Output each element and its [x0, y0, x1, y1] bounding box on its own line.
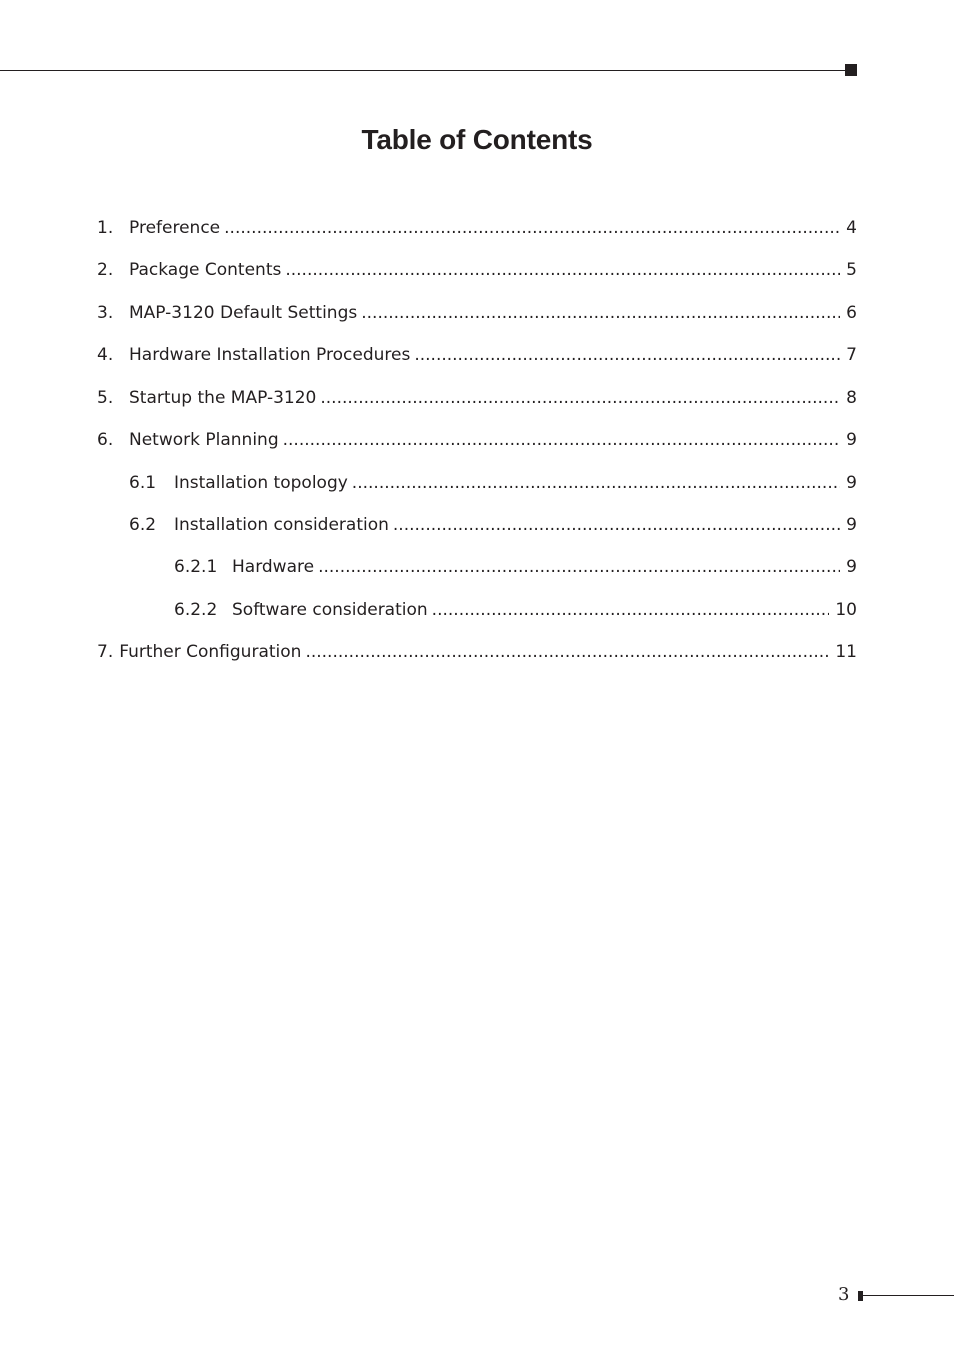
toc-dot-leader	[285, 258, 840, 282]
toc-entry-page: 8	[846, 388, 857, 408]
toc-dot-leader	[352, 471, 840, 495]
footer-rule	[863, 1295, 954, 1296]
toc-entry-title: Software consideration	[232, 600, 428, 620]
toc-entry-number: 4.	[97, 345, 114, 365]
toc-entry-further-configuration[interactable]	[97, 640, 857, 664]
toc-entry-number: 2.	[97, 260, 114, 280]
toc-entry-number: 3.	[97, 303, 114, 323]
toc-dot-leader	[318, 555, 840, 579]
toc-dot-leader	[393, 513, 840, 537]
toc-entry-startup[interactable]	[97, 386, 857, 410]
toc-entry-page: 9	[846, 473, 857, 493]
toc-entry-title: Installation topology	[174, 473, 348, 493]
toc-entry-default-settings[interactable]	[97, 301, 857, 325]
toc-entry-number: 6.1	[129, 473, 157, 493]
toc-entry-page: 5	[846, 260, 857, 280]
toc-dot-leader	[283, 428, 841, 452]
toc-entry-number: 1.	[97, 218, 114, 238]
toc-entry-number: 6.2	[129, 515, 157, 535]
toc-entry-title: Package Contents	[129, 260, 282, 280]
footer-page-number: 3	[838, 1284, 850, 1305]
toc-entry-number: 6.	[97, 430, 114, 450]
toc-entry-title: Installation consideration	[174, 515, 389, 535]
toc-dot-leader	[361, 301, 840, 325]
toc-entry-package-contents[interactable]	[97, 258, 857, 282]
toc-entry-title: Startup the MAP-3120	[129, 388, 317, 408]
toc-entry-page: 10	[835, 600, 857, 620]
toc-entry-title: Preference	[129, 218, 221, 238]
toc-entry-number: 7.	[97, 642, 114, 662]
toc-dot-leader	[224, 216, 840, 240]
toc-entry-installation-consideration[interactable]	[129, 513, 857, 537]
toc-entry-number: 5.	[97, 388, 114, 408]
toc-entry-page: 4	[846, 218, 857, 238]
toc-entry-hardware[interactable]	[174, 555, 857, 579]
toc-entry-software-consideration[interactable]	[174, 598, 857, 622]
toc-dot-leader	[414, 343, 840, 367]
toc-entry-title: MAP-3120 Default Settings	[129, 303, 358, 323]
page-title: Table of Contents	[361, 124, 593, 155]
footer-square-marker	[858, 1291, 863, 1301]
toc-entry-page: 7	[846, 345, 857, 365]
toc-entry-title: Hardware	[232, 557, 315, 577]
toc-entry-title: Network Planning	[129, 430, 279, 450]
toc-dot-leader	[432, 598, 830, 622]
toc-dot-leader	[305, 640, 829, 664]
toc-entry-page: 11	[835, 642, 857, 662]
header-square-marker	[845, 64, 857, 76]
toc-entry-title: Further Configuration	[119, 642, 302, 662]
toc-entry-page: 9	[846, 430, 857, 450]
toc-entry-number: 6.2.1	[174, 557, 218, 577]
toc-entry-title: Hardware Installation Procedures	[129, 345, 411, 365]
toc-entry-installation-topology[interactable]	[129, 471, 857, 495]
toc-entry-page: 6	[846, 303, 857, 323]
toc-entry-number: 6.2.2	[174, 600, 218, 620]
toc-entry-hardware-installation[interactable]	[97, 343, 857, 367]
header-rule	[0, 70, 846, 71]
toc-entry-preference[interactable]	[97, 216, 857, 240]
toc-entry-page: 9	[846, 515, 857, 535]
toc-entry-network-planning[interactable]	[97, 428, 857, 452]
toc-dot-leader	[320, 386, 840, 410]
toc-entry-page: 9	[846, 557, 857, 577]
